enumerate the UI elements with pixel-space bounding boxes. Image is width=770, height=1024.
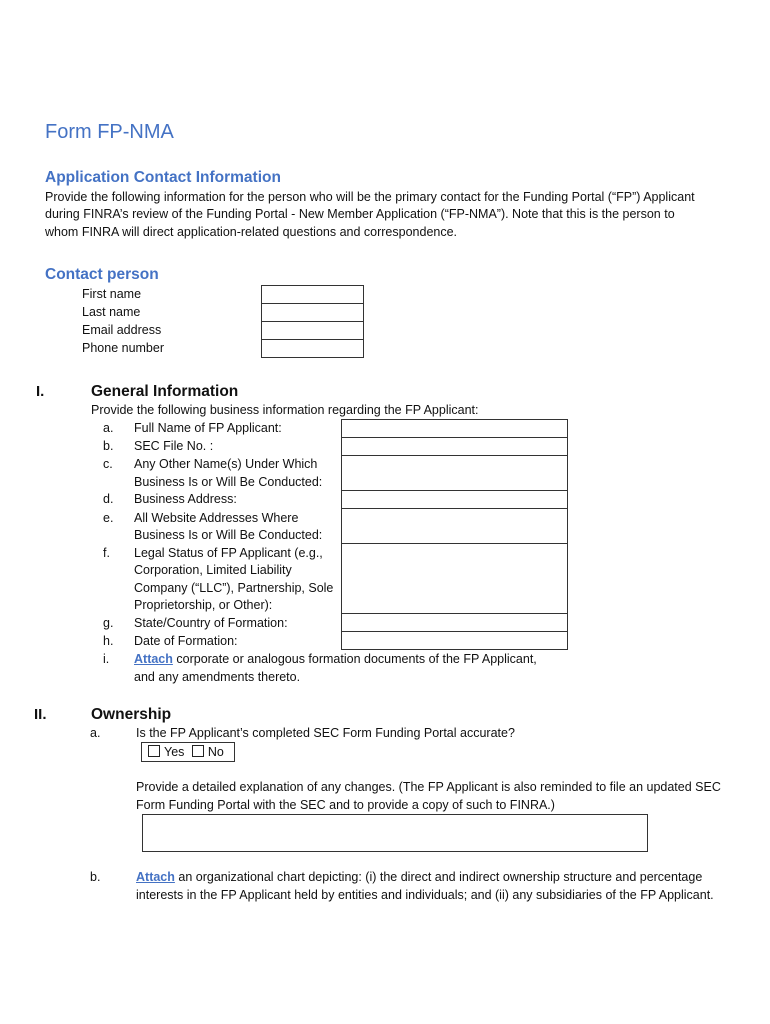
no-option[interactable] bbox=[192, 745, 224, 759]
last-name-field[interactable] bbox=[261, 303, 364, 322]
item-c-label-line-2: Business Is or Will Be Conducted: bbox=[134, 475, 323, 489]
ownership-item-b-text: an organizational chart depicting: (i) the direct and indirect ownership structure and percentage bbox=[174, 870, 703, 884]
item-f-label-line-1: Legal Status of FP Applicant (e.g., bbox=[134, 546, 323, 560]
item-e-label-line-1: All Website Addresses Where bbox=[134, 511, 299, 525]
item-e-letter: e. bbox=[103, 511, 114, 525]
item-b-label: SEC File No. : bbox=[134, 439, 214, 453]
no-label: No bbox=[207, 745, 224, 759]
explanation-text-line-2: Form Funding Portal with the SEC and to provide a copy of such to FINRA.) bbox=[136, 798, 555, 812]
item-f-letter: f. bbox=[103, 546, 110, 560]
application-contact-text-line-3: whom FINRA will direct application-related questions and correspondence. bbox=[45, 225, 458, 239]
attach-formation-documents-link[interactable]: Attach bbox=[134, 652, 173, 666]
last-name-label: Last name bbox=[82, 305, 141, 319]
item-c-letter: c. bbox=[103, 457, 113, 471]
item-h-letter: h. bbox=[103, 634, 114, 648]
ownership-item-b-letter: b. bbox=[90, 870, 101, 884]
application-contact-text-line-1: Provide the following information for the person who will be the primary contact for the Funding Portal (“FP”) Applicant bbox=[45, 190, 695, 204]
attach-org-chart-link[interactable]: Attach bbox=[136, 870, 175, 884]
item-f-label-line-2: Corporation, Limited Liability bbox=[134, 563, 292, 577]
phone-number-field[interactable] bbox=[261, 339, 364, 358]
legal-status-field[interactable] bbox=[341, 543, 568, 614]
item-i-line-1 bbox=[134, 651, 537, 668]
item-c-label-line-1: Any Other Name(s) Under Which bbox=[134, 457, 318, 471]
sec-file-no-field[interactable] bbox=[341, 437, 568, 456]
application-contact-text-line-2: during FINRA’s review of the Funding Portal - New Member Application (“FP-NMA”). Note that this is the person to bbox=[45, 207, 675, 221]
no-checkbox[interactable] bbox=[192, 745, 204, 757]
section-1-numeral: I. bbox=[36, 383, 45, 400]
item-a-letter: a. bbox=[103, 421, 114, 435]
item-i-letter: i. bbox=[103, 652, 110, 666]
item-d-label: Business Address: bbox=[134, 492, 237, 506]
state-country-formation-field[interactable] bbox=[341, 613, 568, 632]
item-h-label: Date of Formation: bbox=[134, 634, 238, 648]
yes-no-options bbox=[141, 742, 235, 762]
yes-label: Yes bbox=[164, 745, 185, 759]
item-f-label-line-3: Company (“LLC”), Partnership, Sole bbox=[134, 581, 334, 595]
item-e-label-line-2: Business Is or Will Be Conducted: bbox=[134, 528, 323, 542]
section-1-heading: General Information bbox=[91, 383, 239, 400]
website-addresses-field[interactable] bbox=[341, 508, 568, 544]
item-a-label: Full Name of FP Applicant: bbox=[134, 421, 282, 435]
explanation-field[interactable] bbox=[142, 814, 648, 852]
ownership-item-b-line-2: interests in the FP Applicant held by entities and individuals; and (ii) any subsidiaries of the FP Applicant. bbox=[136, 888, 714, 902]
ownership-item-b-line-1 bbox=[136, 869, 702, 886]
section-1-intro: Provide the following business information regarding the FP Applicant: bbox=[91, 403, 479, 417]
email-address-field[interactable] bbox=[261, 321, 364, 340]
item-f-label-line-4: Proprietorship, or Other): bbox=[134, 598, 273, 612]
first-name-field[interactable] bbox=[261, 285, 364, 304]
full-name-field[interactable] bbox=[341, 419, 568, 438]
business-address-field[interactable] bbox=[341, 490, 568, 509]
form-title: Form FP-NMA bbox=[45, 121, 174, 143]
item-d-letter: d. bbox=[103, 492, 114, 506]
other-names-field[interactable] bbox=[341, 455, 568, 491]
explanation-text-line-1: Provide a detailed explanation of any changes. (The FP Applicant is also reminded to file an updated SEC bbox=[136, 780, 721, 794]
item-b-letter: b. bbox=[103, 439, 114, 453]
section-2-heading: Ownership bbox=[91, 706, 172, 723]
date-of-formation-field[interactable] bbox=[341, 631, 568, 650]
yes-option[interactable] bbox=[148, 745, 184, 759]
item-g-label: State/Country of Formation: bbox=[134, 616, 288, 630]
phone-number-label: Phone number bbox=[82, 341, 165, 355]
first-name-label: First name bbox=[82, 287, 142, 301]
ownership-item-a-letter: a. bbox=[90, 726, 101, 740]
email-address-label: Email address bbox=[82, 323, 162, 337]
item-i-text: corporate or analogous formation documents of the FP Applicant, bbox=[172, 652, 537, 666]
contact-person-heading: Contact person bbox=[45, 266, 159, 283]
item-i-line-2: and any amendments thereto. bbox=[134, 670, 301, 684]
section-2-numeral: II. bbox=[34, 706, 47, 723]
ownership-question: Is the FP Applicant’s completed SEC Form Funding Portal accurate? bbox=[136, 726, 515, 740]
item-g-letter: g. bbox=[103, 616, 114, 630]
application-contact-heading: Application Contact Information bbox=[45, 169, 281, 186]
yes-checkbox[interactable] bbox=[148, 745, 160, 757]
